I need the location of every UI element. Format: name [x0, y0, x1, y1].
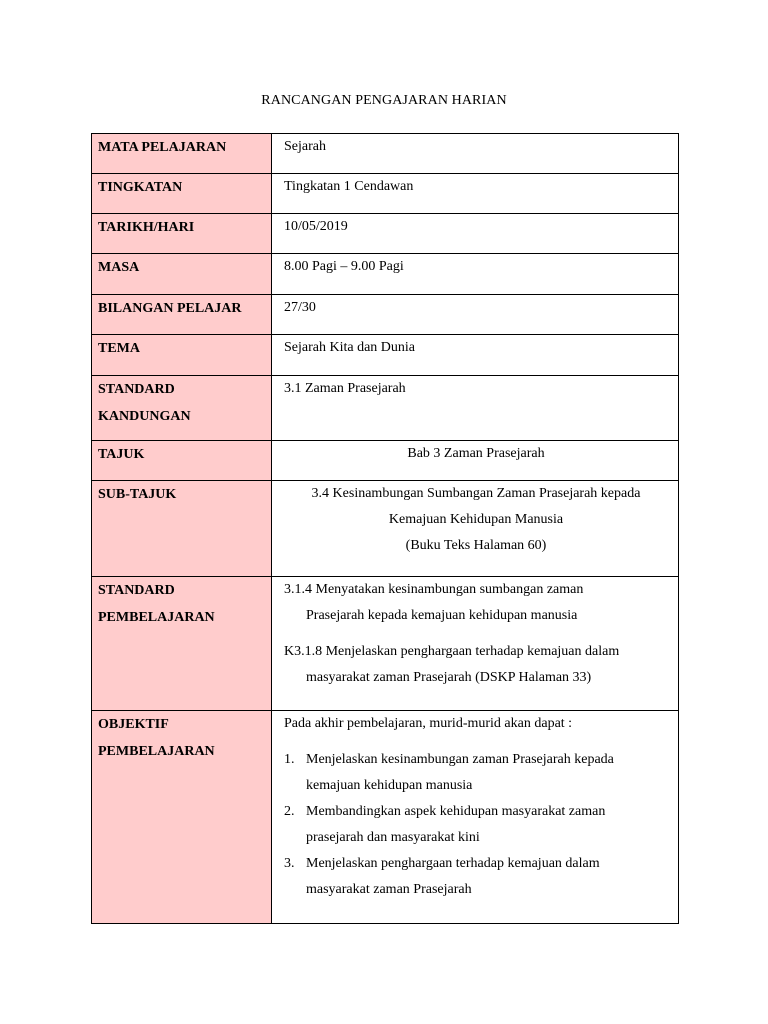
list-number: 1.	[284, 752, 295, 767]
spacer	[284, 737, 668, 747]
sp-item-line: K3.1.8 Menjelaskan penghargaan terhadap kemajuan dalam	[284, 644, 620, 659]
row-tingkatan	[92, 174, 679, 214]
list-line: masyarakat zaman Prasejarah	[306, 882, 472, 897]
value-tema: Sejarah Kita dan Dunia	[272, 335, 679, 376]
sp-item-line: masyarakat zaman Prasejarah (DSKP Halaman 33)	[306, 670, 592, 685]
label-line: OBJEKTIF	[98, 717, 169, 732]
label-mata-pelajaran: MATA PELAJARAN	[92, 134, 272, 174]
list-item	[284, 799, 668, 851]
row-standard-pembelajaran	[92, 577, 679, 711]
list-item	[284, 851, 668, 903]
spacer	[284, 629, 668, 639]
objektif-intro: Pada akhir pembelajaran, murid-murid akan dapat :	[284, 716, 573, 731]
list-line: prasejarah dan masyarakat kini	[306, 830, 480, 845]
label-standard-kandungan	[92, 376, 272, 441]
list-line: Menjelaskan kesinambungan zaman Prasejarah kepada	[306, 752, 614, 767]
sp-item-line: 3.1.4 Menyatakan kesinambungan sumbangan zaman	[284, 582, 584, 597]
row-bilangan-pelajar	[92, 295, 679, 335]
label-tajuk: TAJUK	[92, 441, 272, 481]
value-sub-tajuk	[272, 481, 679, 577]
row-tajuk	[92, 441, 679, 481]
objektif-list	[284, 747, 668, 903]
label-line: KANDUNGAN	[98, 409, 191, 424]
list-line: kemajuan kehidupan manusia	[306, 778, 473, 793]
row-standard-kandungan	[92, 376, 679, 441]
value-masa: 8.00 Pagi – 9.00 Pagi	[272, 254, 679, 295]
sub-tajuk-line: 3.4 Kesinambungan Sumbangan Zaman Prasejarah kepada	[311, 486, 641, 501]
row-mata-pelajaran	[92, 134, 679, 174]
label-tema: TEMA	[92, 335, 272, 376]
document-title: RANCANGAN PENGAJARAN HARIAN	[261, 93, 507, 108]
value-tajuk: Bab 3 Zaman Prasejarah	[272, 441, 679, 481]
value-tingkatan: Tingkatan 1 Cendawan	[272, 174, 679, 214]
row-objektif-pembelajaran	[92, 711, 679, 924]
value-objektif-pembelajaran	[272, 711, 679, 924]
value-standard-pembelajaran	[272, 577, 679, 711]
value-mata-pelajaran: Sejarah	[272, 134, 679, 174]
list-number: 2.	[284, 804, 295, 819]
row-tema	[92, 335, 679, 376]
sp-item-line: Prasejarah kepada kemajuan kehidupan manusia	[306, 608, 578, 623]
list-number: 3.	[284, 856, 295, 871]
label-tarikh: TARIKH/HARI	[92, 214, 272, 254]
label-sub-tajuk: SUB-TAJUK	[92, 481, 272, 577]
value-tarikh: 10/05/2019	[272, 214, 679, 254]
list-line: Membandingkan aspek kehidupan masyarakat zaman	[306, 804, 606, 819]
list-line: Menjelaskan penghargaan terhadap kemajuan dalam	[306, 856, 600, 871]
sub-tajuk-line: Kemajuan Kehidupan Manusia	[388, 512, 564, 527]
row-sub-tajuk	[92, 481, 679, 577]
sub-tajuk-line: (Buku Teks Halaman 60)	[405, 538, 547, 553]
label-bilangan-pelajar: BILANGAN PELAJAR	[92, 295, 272, 335]
value-standard-kandungan: 3.1 Zaman Prasejarah	[272, 376, 679, 441]
label-line: STANDARD	[98, 583, 175, 598]
label-masa: MASA	[92, 254, 272, 295]
label-line: STANDARD	[98, 382, 175, 397]
list-item	[284, 747, 668, 799]
label-line: PEMBELAJARAN	[98, 744, 215, 759]
value-bilangan-pelajar: 27/30	[272, 295, 679, 335]
label-line: PEMBELAJARAN	[98, 610, 215, 625]
row-masa	[92, 254, 679, 295]
label-standard-pembelajaran	[92, 577, 272, 711]
lesson-plan-table	[91, 133, 679, 924]
row-tarikh	[92, 214, 679, 254]
label-objektif-pembelajaran	[92, 711, 272, 924]
label-tingkatan: TINGKATAN	[92, 174, 272, 214]
